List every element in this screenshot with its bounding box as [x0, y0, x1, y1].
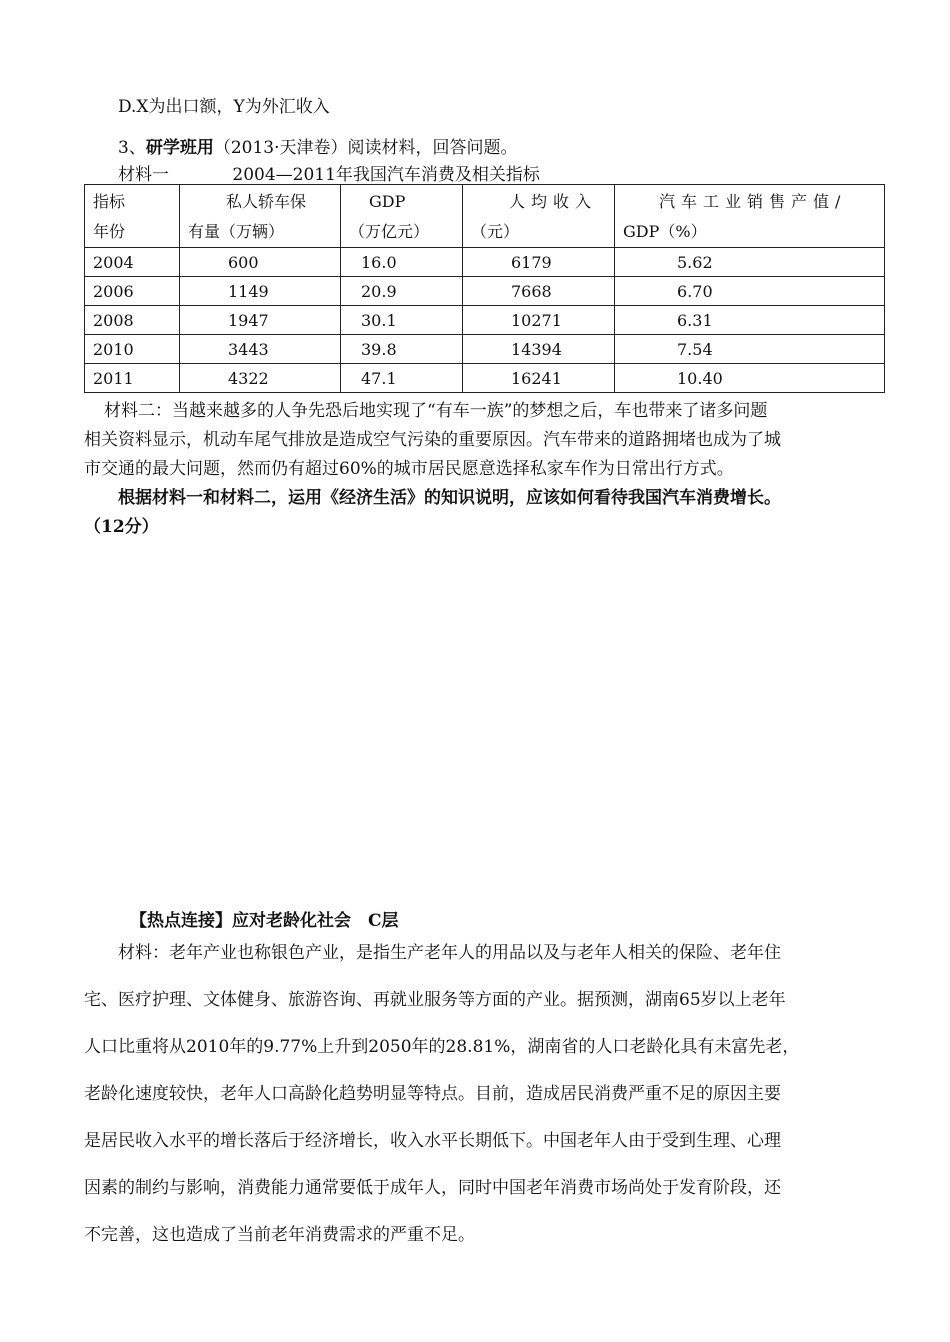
table-cell: 16241 [463, 364, 615, 393]
material-1-title: 2004—2011年我国汽车消费及相关指标 [232, 165, 540, 185]
table-cell: 1947 [180, 306, 341, 335]
table-cell: 7668 [463, 277, 615, 306]
question-prompt: 根据材料一和材料二，运用《经济生活》的知识说明，应该如何看待我国汽车消费增长。 [118, 488, 781, 508]
table-cell: 3443 [180, 335, 341, 364]
material-2-line: 市交通的最大问题，然而仍有超过60%的城市居民愿意选择私家车作为日常出行方式。 [84, 459, 734, 479]
hotspot-line: 不完善，这也造成了当前老年消费需求的严重不足。 [84, 1225, 475, 1245]
table-cell: 2010 [85, 335, 180, 364]
hotspot-line: 材料：老年产业也称银色产业，是指生产老年人的用品以及与老年人相关的保险、老年住 [118, 943, 781, 963]
table-cell: 7.54 [615, 335, 885, 364]
option-d: D.X为出口额，Y为外汇收入 [118, 97, 330, 117]
material-2-line: 材料二：当越来越多的人争先恐后地实现了“有车一族”的梦想之后，车也带来了诸多问题 [104, 401, 768, 421]
table-cell: 4322 [180, 364, 341, 393]
table-cell: 6.70 [615, 277, 885, 306]
car-consumption-table [84, 184, 885, 393]
table-row [85, 248, 885, 277]
class-label: 研学班用 [145, 138, 214, 158]
table-cell: 5.62 [615, 248, 885, 277]
material-1-caption [118, 160, 540, 185]
table-cell: 30.1 [341, 306, 463, 335]
table-cell: 1149 [180, 277, 341, 306]
question-source: （2013·天津卷）阅读材料，回答问题。 [213, 138, 518, 158]
table-cell: 2004 [85, 248, 180, 277]
table-cell: 2006 [85, 277, 180, 306]
table-cell: 47.1 [341, 364, 463, 393]
header-cell: 指标 年份 [85, 185, 180, 248]
header-cell: 人均收入 （元） [463, 185, 615, 248]
table-row [85, 277, 885, 306]
table-cell: 6179 [463, 248, 615, 277]
table-row [85, 306, 885, 335]
table-cell: 14394 [463, 335, 615, 364]
table-header-row [85, 185, 885, 248]
table-cell: 2008 [85, 306, 180, 335]
table-row [85, 364, 885, 393]
material-1-label: 材料一 [118, 165, 169, 185]
table-cell: 6.31 [615, 306, 885, 335]
question-number: 3、 [118, 138, 146, 158]
table-cell: 2011 [85, 364, 180, 393]
table-cell: 20.9 [341, 277, 463, 306]
table-cell: 16.0 [341, 248, 463, 277]
hotspot-line: 人口比重将从2010年的9.77%上升到2050年的28.81%，湖南省的人口老龄化具有未富先老， [84, 1037, 800, 1057]
table-row [85, 335, 885, 364]
table-cell: 10.40 [615, 364, 885, 393]
header-cell: 汽车工业销售产值/ GDP（%） [615, 185, 885, 248]
hotspot-title: 【热点连接】应对老龄化社会 C层 [130, 911, 399, 931]
hotspot-line: 宅、医疗护理、文体健身、旅游咨询、再就业服务等方面的产业。据预测，湖南65岁以上老年 [84, 990, 786, 1010]
question-3-heading [118, 133, 518, 158]
hotspot-line: 因素的制约与影响，消费能力通常要低于成年人，同时中国老年消费市场尚处于发育阶段，还 [84, 1178, 781, 1198]
table-cell: 600 [180, 248, 341, 277]
table-cell: 39.8 [341, 335, 463, 364]
table-cell: 10271 [463, 306, 615, 335]
header-cell: GDP （万亿元） [341, 185, 463, 248]
question-score: （12分） [84, 517, 159, 537]
hotspot-line: 是居民收入水平的增长落后于经济增长，收入水平长期低下。中国老年人由于受到生理、心理 [84, 1131, 781, 1151]
header-cell: 私人轿车保 有量（万辆） [180, 185, 341, 248]
hotspot-line: 老龄化速度较快，老年人口高龄化趋势明显等特点。目前，造成居民消费严重不足的原因主要 [84, 1084, 781, 1104]
material-2-line: 相关资料显示，机动车尾气排放是造成空气污染的重要原因。汽车带来的道路拥堵也成为了城 [84, 430, 781, 450]
